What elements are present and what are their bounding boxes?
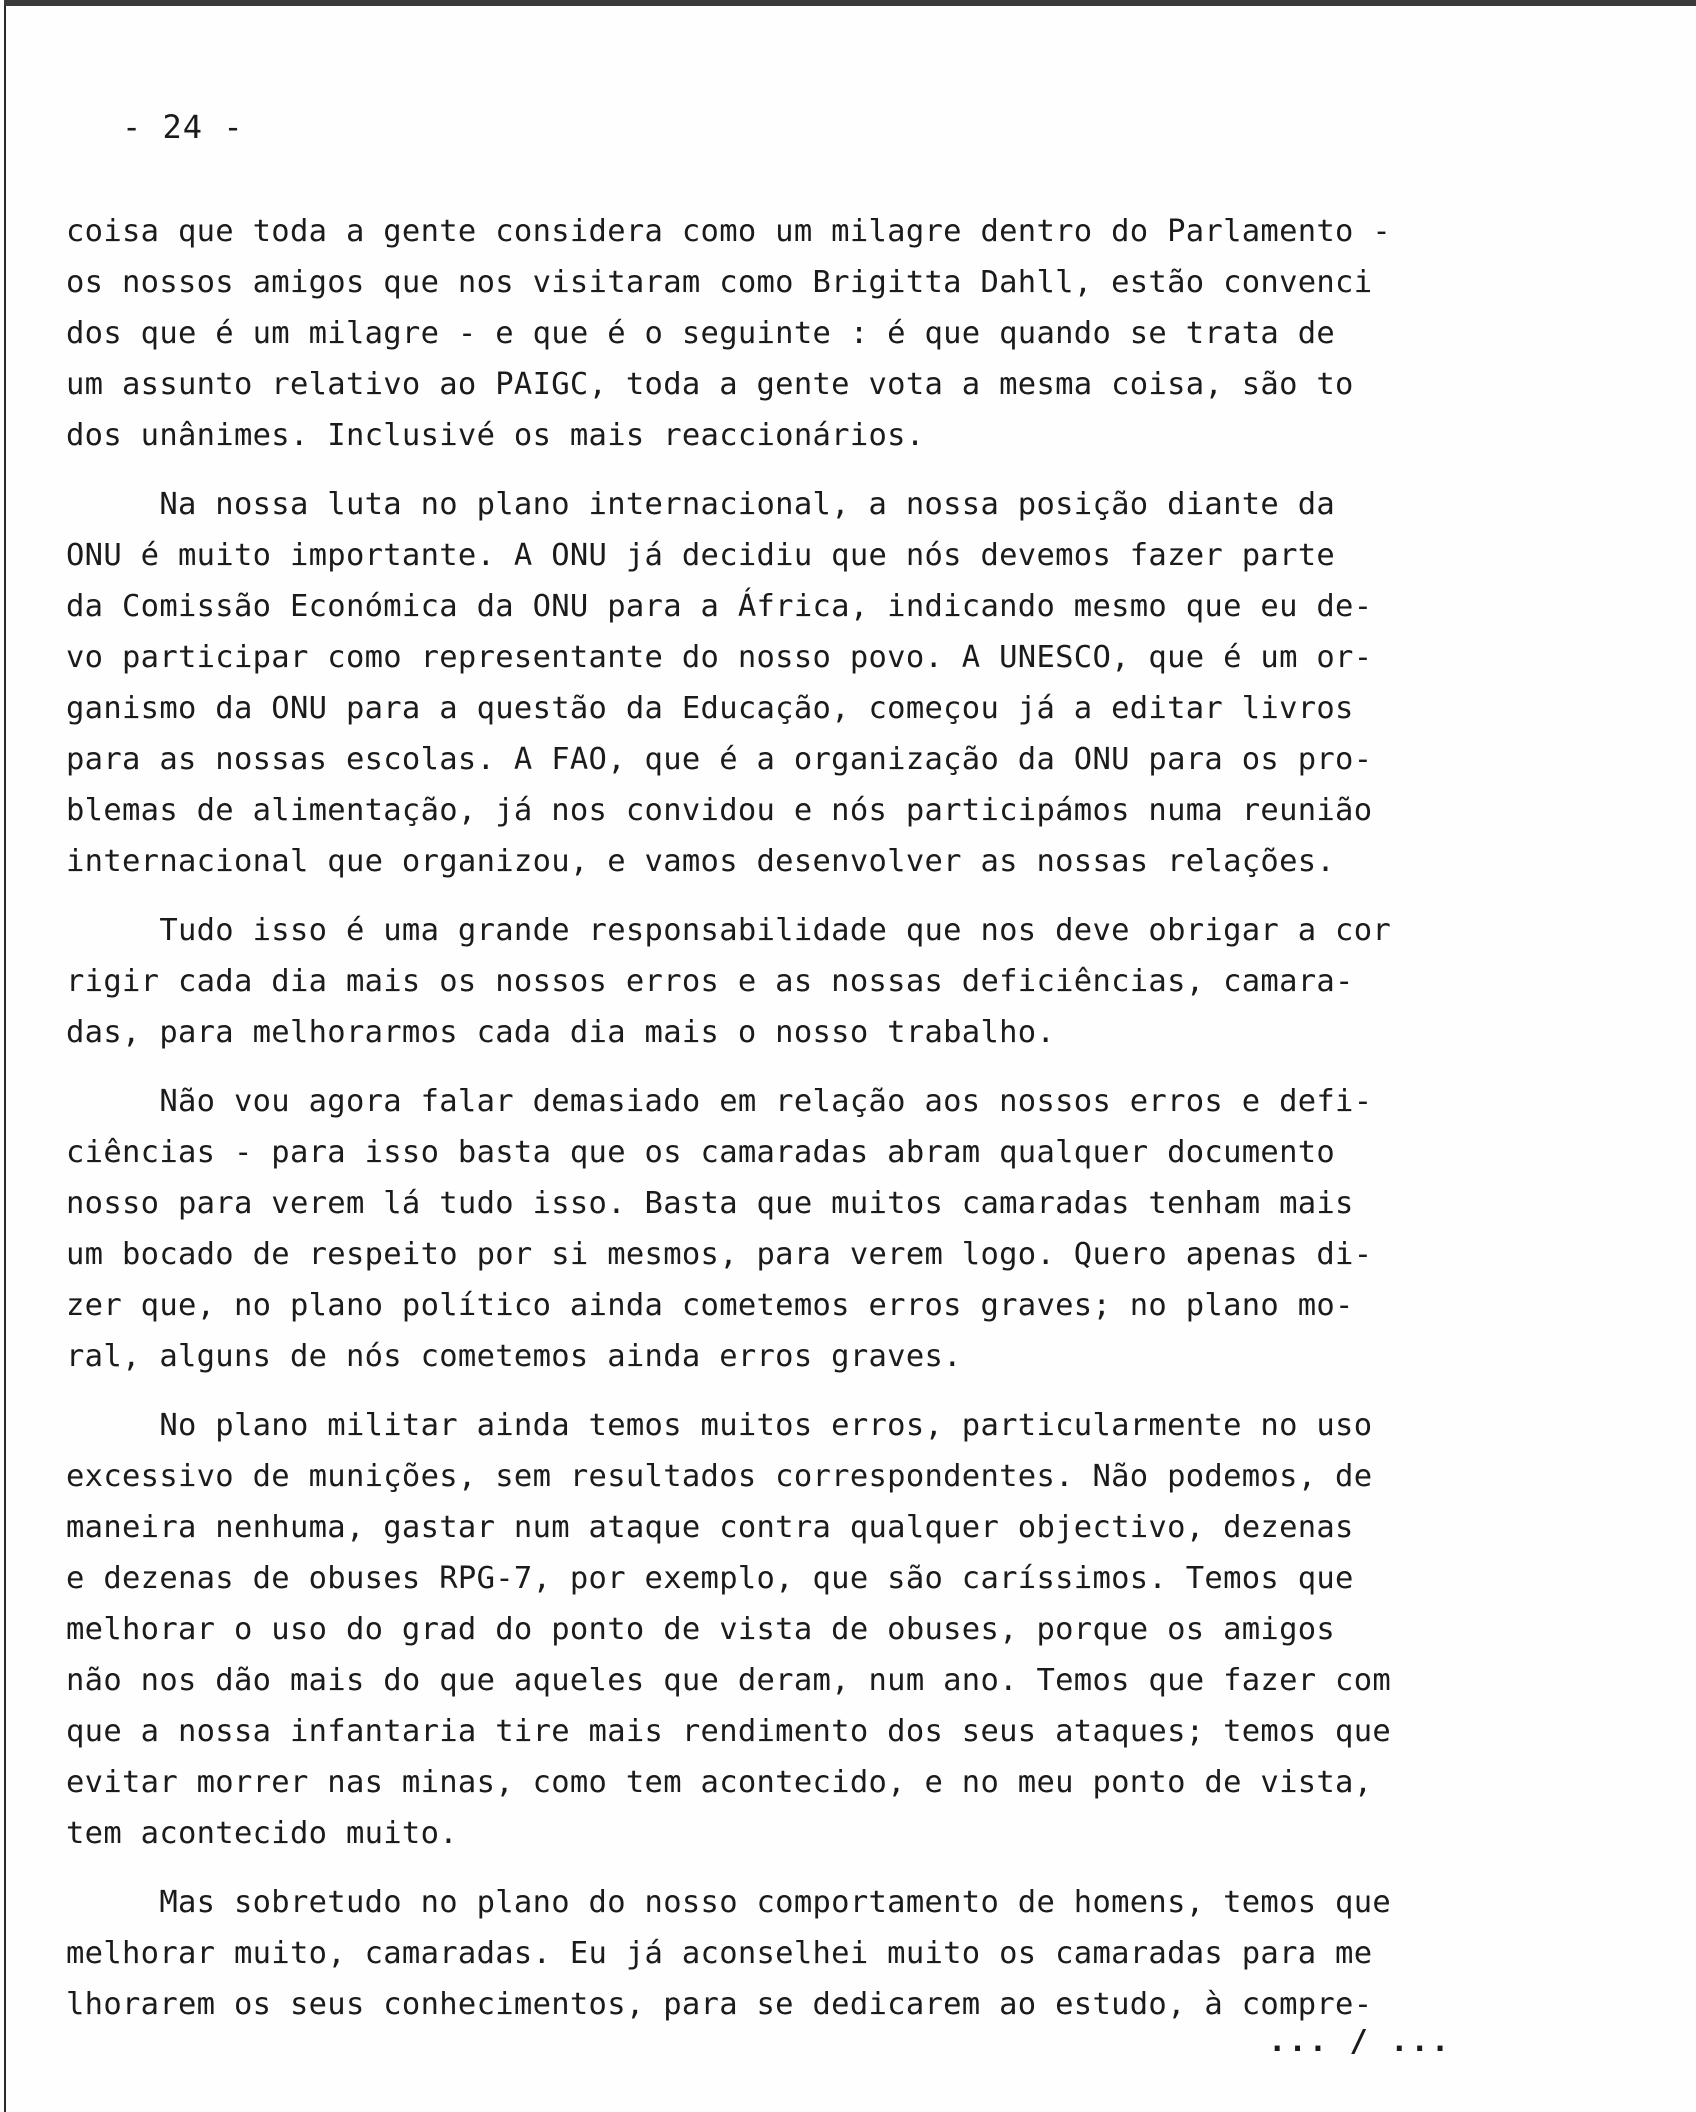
page-left-edge: [4, 0, 6, 2112]
text-line: Na nossa luta no plano internacional, a nossa posição diante da: [66, 487, 1336, 522]
text-line: um bocado de respeito por si mesmos, para verem logo. Quero apenas di-: [66, 1237, 1373, 1272]
text-line: e dezenas de obuses RPG-7, por exemplo, que são caríssimos. Temos que: [66, 1561, 1354, 1596]
text-line: zer que, no plano político ainda cometemos erros graves; no plano mo-: [66, 1288, 1354, 1323]
text-line: Mas sobretudo no plano do nosso comportamento de homens, temos que: [66, 1885, 1392, 1920]
text-line: rigir cada dia mais os nossos erros e as nossas deficiências, camara-: [66, 964, 1354, 999]
page-top-edge: [4, 0, 1696, 6]
text-line: ciências - para isso basta que os camaradas abram qualquer documento: [66, 1135, 1336, 1170]
text-line: das, para melhorarmos cada dia mais o nosso trabalho.: [66, 1015, 1056, 1050]
text-line: Não vou agora falar demasiado em relação aos nossos erros e defi-: [66, 1084, 1373, 1119]
paragraph: [66, 206, 1516, 461]
text-line: blemas de alimentação, já nos convidou e nós participámos numa reunião: [66, 793, 1373, 828]
paragraph: [66, 1877, 1516, 2030]
text-line: Tudo isso é uma grande responsabilidade que nos deve obrigar a cor: [66, 913, 1392, 948]
text-line: internacional que organizou, e vamos desenvolver as nossas relações.: [66, 844, 1336, 879]
paragraph: [66, 479, 1516, 887]
text-line: que a nossa infantaria tire mais rendimento dos seus ataques; temos que: [66, 1714, 1392, 1749]
text-line: os nossos amigos que nos visitaram como Brigitta Dahll, estão convenci: [66, 265, 1373, 300]
text-line: ganismo da ONU para a questão da Educação, começou já a editar livros: [66, 691, 1354, 726]
text-line: evitar morrer nas minas, como tem acontecido, e no meu ponto de vista,: [66, 1765, 1373, 1800]
text-line: não nos dão mais do que aqueles que deram, num ano. Temos que fazer com: [66, 1663, 1392, 1698]
text-line: para as nossas escolas. A FAO, que é a organização da ONU para os pro-: [66, 742, 1373, 777]
text-line: nosso para verem lá tudo isso. Basta que muitos camaradas tenham mais: [66, 1186, 1354, 1221]
text-line: melhorar o uso do grad do ponto de vista de obuses, porque os amigos: [66, 1612, 1336, 1647]
continuation-mark: ... / ...: [1268, 2024, 1452, 2059]
paragraph: [66, 905, 1516, 1058]
text-line: da Comissão Económica da ONU para a África, indicando mesmo que eu de-: [66, 589, 1373, 624]
text-line: excessivo de munições, sem resultados correspondentes. Não podemos, de: [66, 1459, 1373, 1494]
text-line: vo participar como representante do nosso povo. A UNESCO, que é um or-: [66, 640, 1373, 675]
text-line: coisa que toda a gente considera como um milagre dentro do Parlamento -: [66, 214, 1392, 249]
text-line: ONU é muito importante. A ONU já decidiu que nós devemos fazer parte: [66, 538, 1336, 573]
text-line: tem acontecido muito.: [66, 1816, 458, 1851]
body-text: [66, 206, 1516, 2030]
text-line: melhorar muito, camaradas. Eu já aconselhei muito os camaradas para me: [66, 1936, 1373, 1971]
page-number: - 24 -: [122, 108, 244, 146]
text-line: maneira nenhuma, gastar num ataque contra qualquer objectivo, dezenas: [66, 1510, 1354, 1545]
text-line: ral, alguns de nós cometemos ainda erros graves.: [66, 1339, 962, 1374]
paragraph: [66, 1400, 1516, 1859]
text-line: dos que é um milagre - e que é o seguinte : é que quando se trata de: [66, 316, 1336, 351]
text-line: lhorarem os seus conhecimentos, para se dedicarem ao estudo, à compre-: [66, 1987, 1373, 2022]
text-line: dos unânimes. Inclusivé os mais reaccionários.: [66, 418, 925, 453]
text-line: um assunto relativo ao PAIGC, toda a gente vota a mesma coisa, são to: [66, 367, 1354, 402]
paragraph: [66, 1076, 1516, 1382]
text-line: No plano militar ainda temos muitos erros, particularmente no uso: [66, 1408, 1373, 1443]
